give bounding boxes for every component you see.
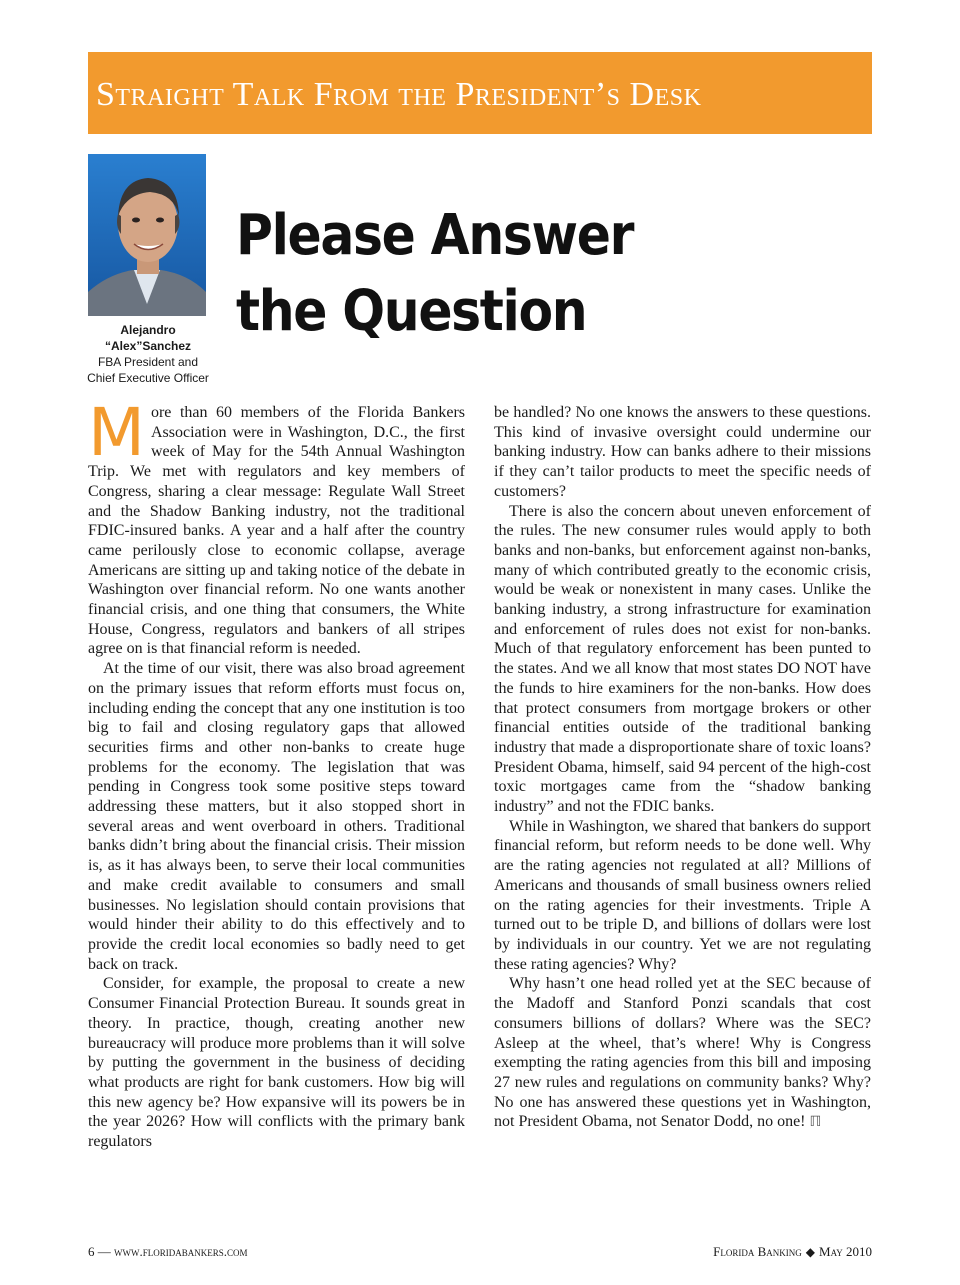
paragraph-5: While in Washington, we shared that bankers do support financial reform, but reform needs to be done well. Why are the rating agencies not regulated at all? Millions of Americans and thousands of small business owners relied on the rating agencies for their investments. Triple A turned out to be triple D, and billions of dollars were lost by individuals in our country. Yet we are not regulating these rating agencies? Why?	[494, 817, 871, 973]
author-first-name: Alejandro	[120, 323, 176, 337]
paragraph-4: There is also the concern about uneven enforcement of the rules. The new consumer rules would apply to both banks and non-banks, but enforcement against non-banks, many of which contributed greatly to the economic crisis, would be weak or nonexistent in many cases. Unlike the banking industry, a strong infrastructure for examination and enforcement of rules does not exist for non-banks. Much of that regulatory enforcement has been punted to the states. And we all know that most states DO NOT have the funds to hire examiners for the non-banks. How does that protect consumers from mortgage brokers or other financial entities outside of the traditional banking industry that made a disproportionate share of toxic loans? President Obama, himself, said 94 percent of the high-cost toxic mortgages came from the “shadow banking industry” and not the FDIC banks.	[494, 502, 871, 816]
drop-cap: M	[88, 394, 145, 471]
author-role-line2: Chief Executive Officer	[87, 371, 209, 385]
author-nickname: “Alex”Sanchez	[104, 339, 192, 353]
article-headline	[236, 198, 634, 350]
article-column-left	[88, 394, 465, 1152]
diamond-icon: ◆	[805, 1245, 816, 1259]
magazine-name: Florida Banking	[713, 1244, 802, 1259]
article-column-right	[494, 403, 871, 1133]
issue-date: May 2010	[819, 1244, 872, 1259]
paragraph-1-text: ore than 60 members of the Florida Bankers Association were in Washington, D.C., the first week of May for the 54th Annual Washington Trip. We met with regulators and key members of Congress, sharing a clear message: Regulate Wall Street and the Shadow Banking industry, not the traditional FDIC-insured banks. A year and a half after the country came perilously close to economic collapse, average Americans are sitting up and taking notice of the debate in Washington over financial reform. No one wants another financial crisis, and one thing that consumers, the White House, Congress, regulators and bankers of all stripes agree on is that financial reform is needed.	[88, 404, 465, 658]
headline-line2: the Question	[236, 279, 587, 344]
paragraph-3: Consider, for example, the proposal to create a new Consumer Financial Protection Bureau. It sounds great in theory. In practice, though, creating another new bureaucracy will produce more problems than it will solve by putting the government in the business of deciding what products are right for bank customers. How big will this new agency be? How expansive will its powers be in the year 2026? How will conflicts with the primary bank regulators	[88, 975, 465, 1151]
author-photo	[88, 154, 206, 316]
footer-url: www.floridabankers.com	[114, 1244, 248, 1259]
author-role-line1: FBA President and	[97, 355, 199, 369]
headline-line1: Please Answer	[236, 203, 634, 268]
paragraph-2: At the time of our visit, there was also broad agreement on the primary issues that reform efforts must focus on, including ending the concept that any one institution is too big to fail and closing regulatory gaps that allowed securities firms and other non-banks to create huge problems for the economy. The legislation that was pending in Congress took some positive steps toward addressing these matters, but it also stopped short in several areas and went overboard in others. Traditional banks didn’t bring about the financial crisis. Their mission is, as it has always been, to serve their local communities and make credit available to consumers and small businesses. No legislation should contain provisions that would hinder their ability to do this effectively and to provide the credit local economies so badly need to get back on track.	[88, 660, 465, 973]
author-caption	[82, 322, 214, 386]
section-banner	[88, 52, 872, 134]
paragraph-6-text: Why hasn’t one head rolled yet at the SEC because of the Madoff and Stanford Ponzi scandals that cost consumers billions of dollars? Where was the SEC? Asleep at the wheel, that’s where! Why is Congress exempting the rating agencies from this bill and imposing 27 new rules and regulations on community banks? Why? No one has answered these questions yet in Washington, not President Obama, not Senator Dodd, no one!	[494, 975, 871, 1131]
paragraph-3-continued: be handled? No one knows the answers to these questions. This kind of invasive oversight could undermine our banking industry. How can banks adhere to their missions if they can’t tailor products to meet the specific needs of customers?	[494, 404, 871, 500]
footer-right	[713, 1244, 872, 1260]
page-number: 6 —	[88, 1244, 111, 1259]
footer-left	[88, 1244, 248, 1260]
section-title: Straight Talk From the President’s Desk	[96, 76, 702, 113]
paragraph-6	[494, 974, 871, 1133]
end-mark-icon: ℿ	[809, 1114, 822, 1131]
paragraph-1	[88, 394, 465, 659]
